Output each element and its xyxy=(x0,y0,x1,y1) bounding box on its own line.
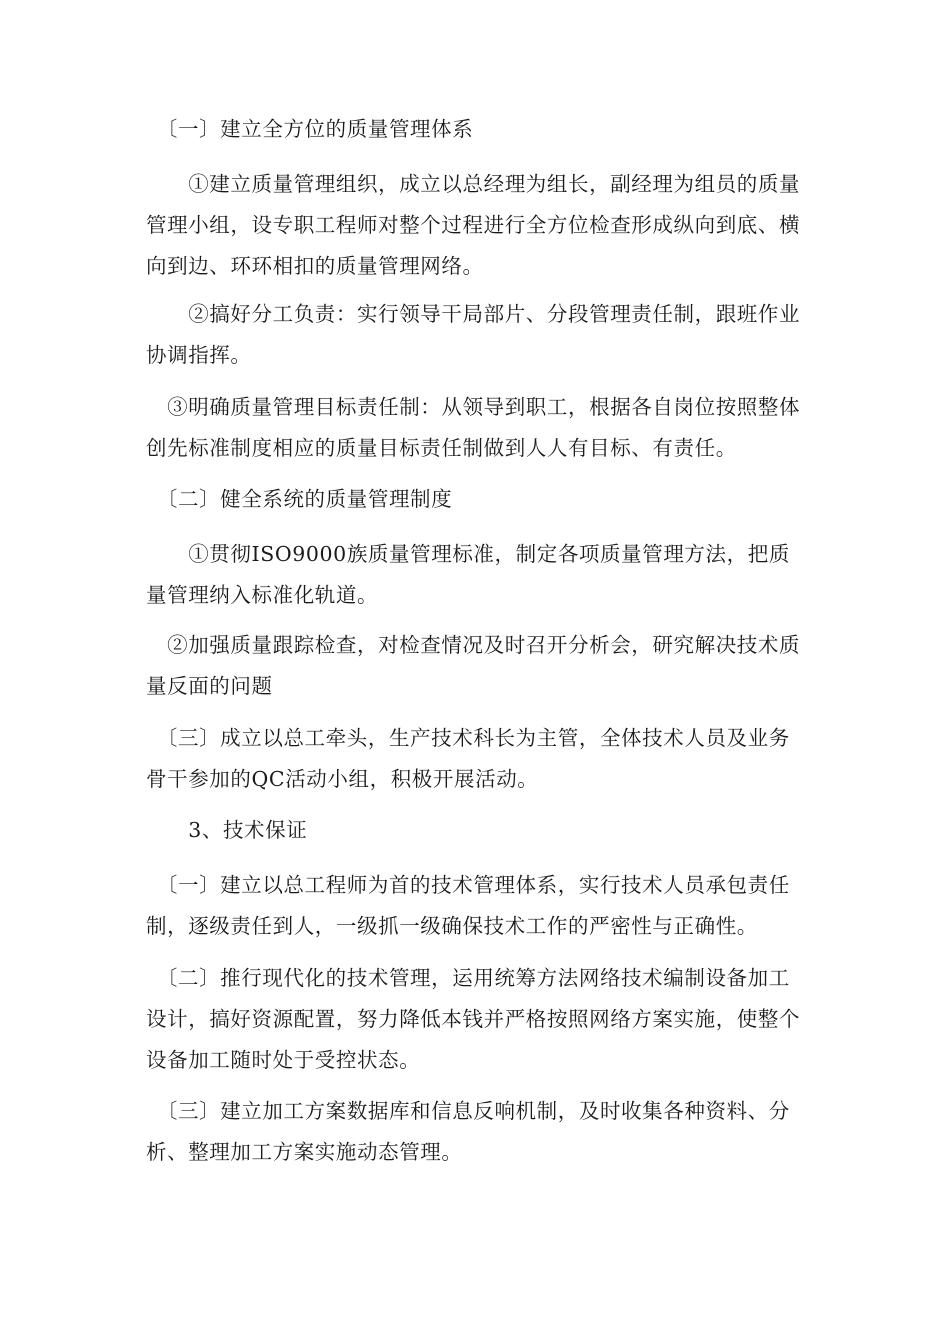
paragraph-division-of-labor: ②搞好分工负责：实行领导干局部片、分段管理责任制，跟班作业协调指挥。 xyxy=(146,302,801,367)
paragraph-tech-assurance-heading: 3、技术保证 xyxy=(146,818,308,842)
paragraph-quality-organization: ①建立质量管理组织，成立以总经理为组长，副经理为组员的质量管理小组，设专职工程师对整个过程进行全方位检查形成纵向到底、横向到边、环环相扣的质量管理网络。 xyxy=(146,172,801,278)
paragraph-modern-tech-management: 〔二〕推行现代化的技术管理，运用统筹方法网络技术编制设备加工设计，搞好资源配置，努力降低本钱并严格按照网络方案实施，使整个设备加工随时处于受控状态。 xyxy=(146,966,801,1072)
paragraph-quality-tracking: ②加强质量跟踪检查，对检查情况及时召开分析会，研究解决技术质量反面的问题 xyxy=(146,633,801,698)
paragraph-iso9000: ①贯彻ISO9000族质量管理标准，制定各项质量管理方法，把质量管理纳入标准化轨道。 xyxy=(146,542,790,607)
paragraph-plan-database: 〔三〕建立加工方案数据库和信息反响机制，及时收集各种资料、分析、整理加工方案实施动态管理。 xyxy=(146,1099,790,1164)
paragraph-quality-system-heading: 〔一〕建立全方位的质量管理体系 xyxy=(146,117,474,141)
paragraph-tech-management-system: 〔一〕建立以总工程师为首的技术管理体系，实行技术人员承包责任制，逐级责任到人，一级抓一级确保技术工作的严密性与正确性。 xyxy=(146,873,790,938)
paragraph-qc-group: 〔三〕成立以总工牵头，生产技术科长为主管，全体技术人员及业务骨干参加的QC活动小组，积极开展活动。 xyxy=(146,726,790,791)
paragraph-quality-rules-heading: 〔二〕健全系统的质量管理制度 xyxy=(146,487,453,511)
paragraph-target-responsibility: ③明确质量管理目标责任制：从领导到职工，根据各自岗位按照整体创先标准制度相应的质量目标责任制做到人人有目标、有责任。 xyxy=(146,395,801,460)
